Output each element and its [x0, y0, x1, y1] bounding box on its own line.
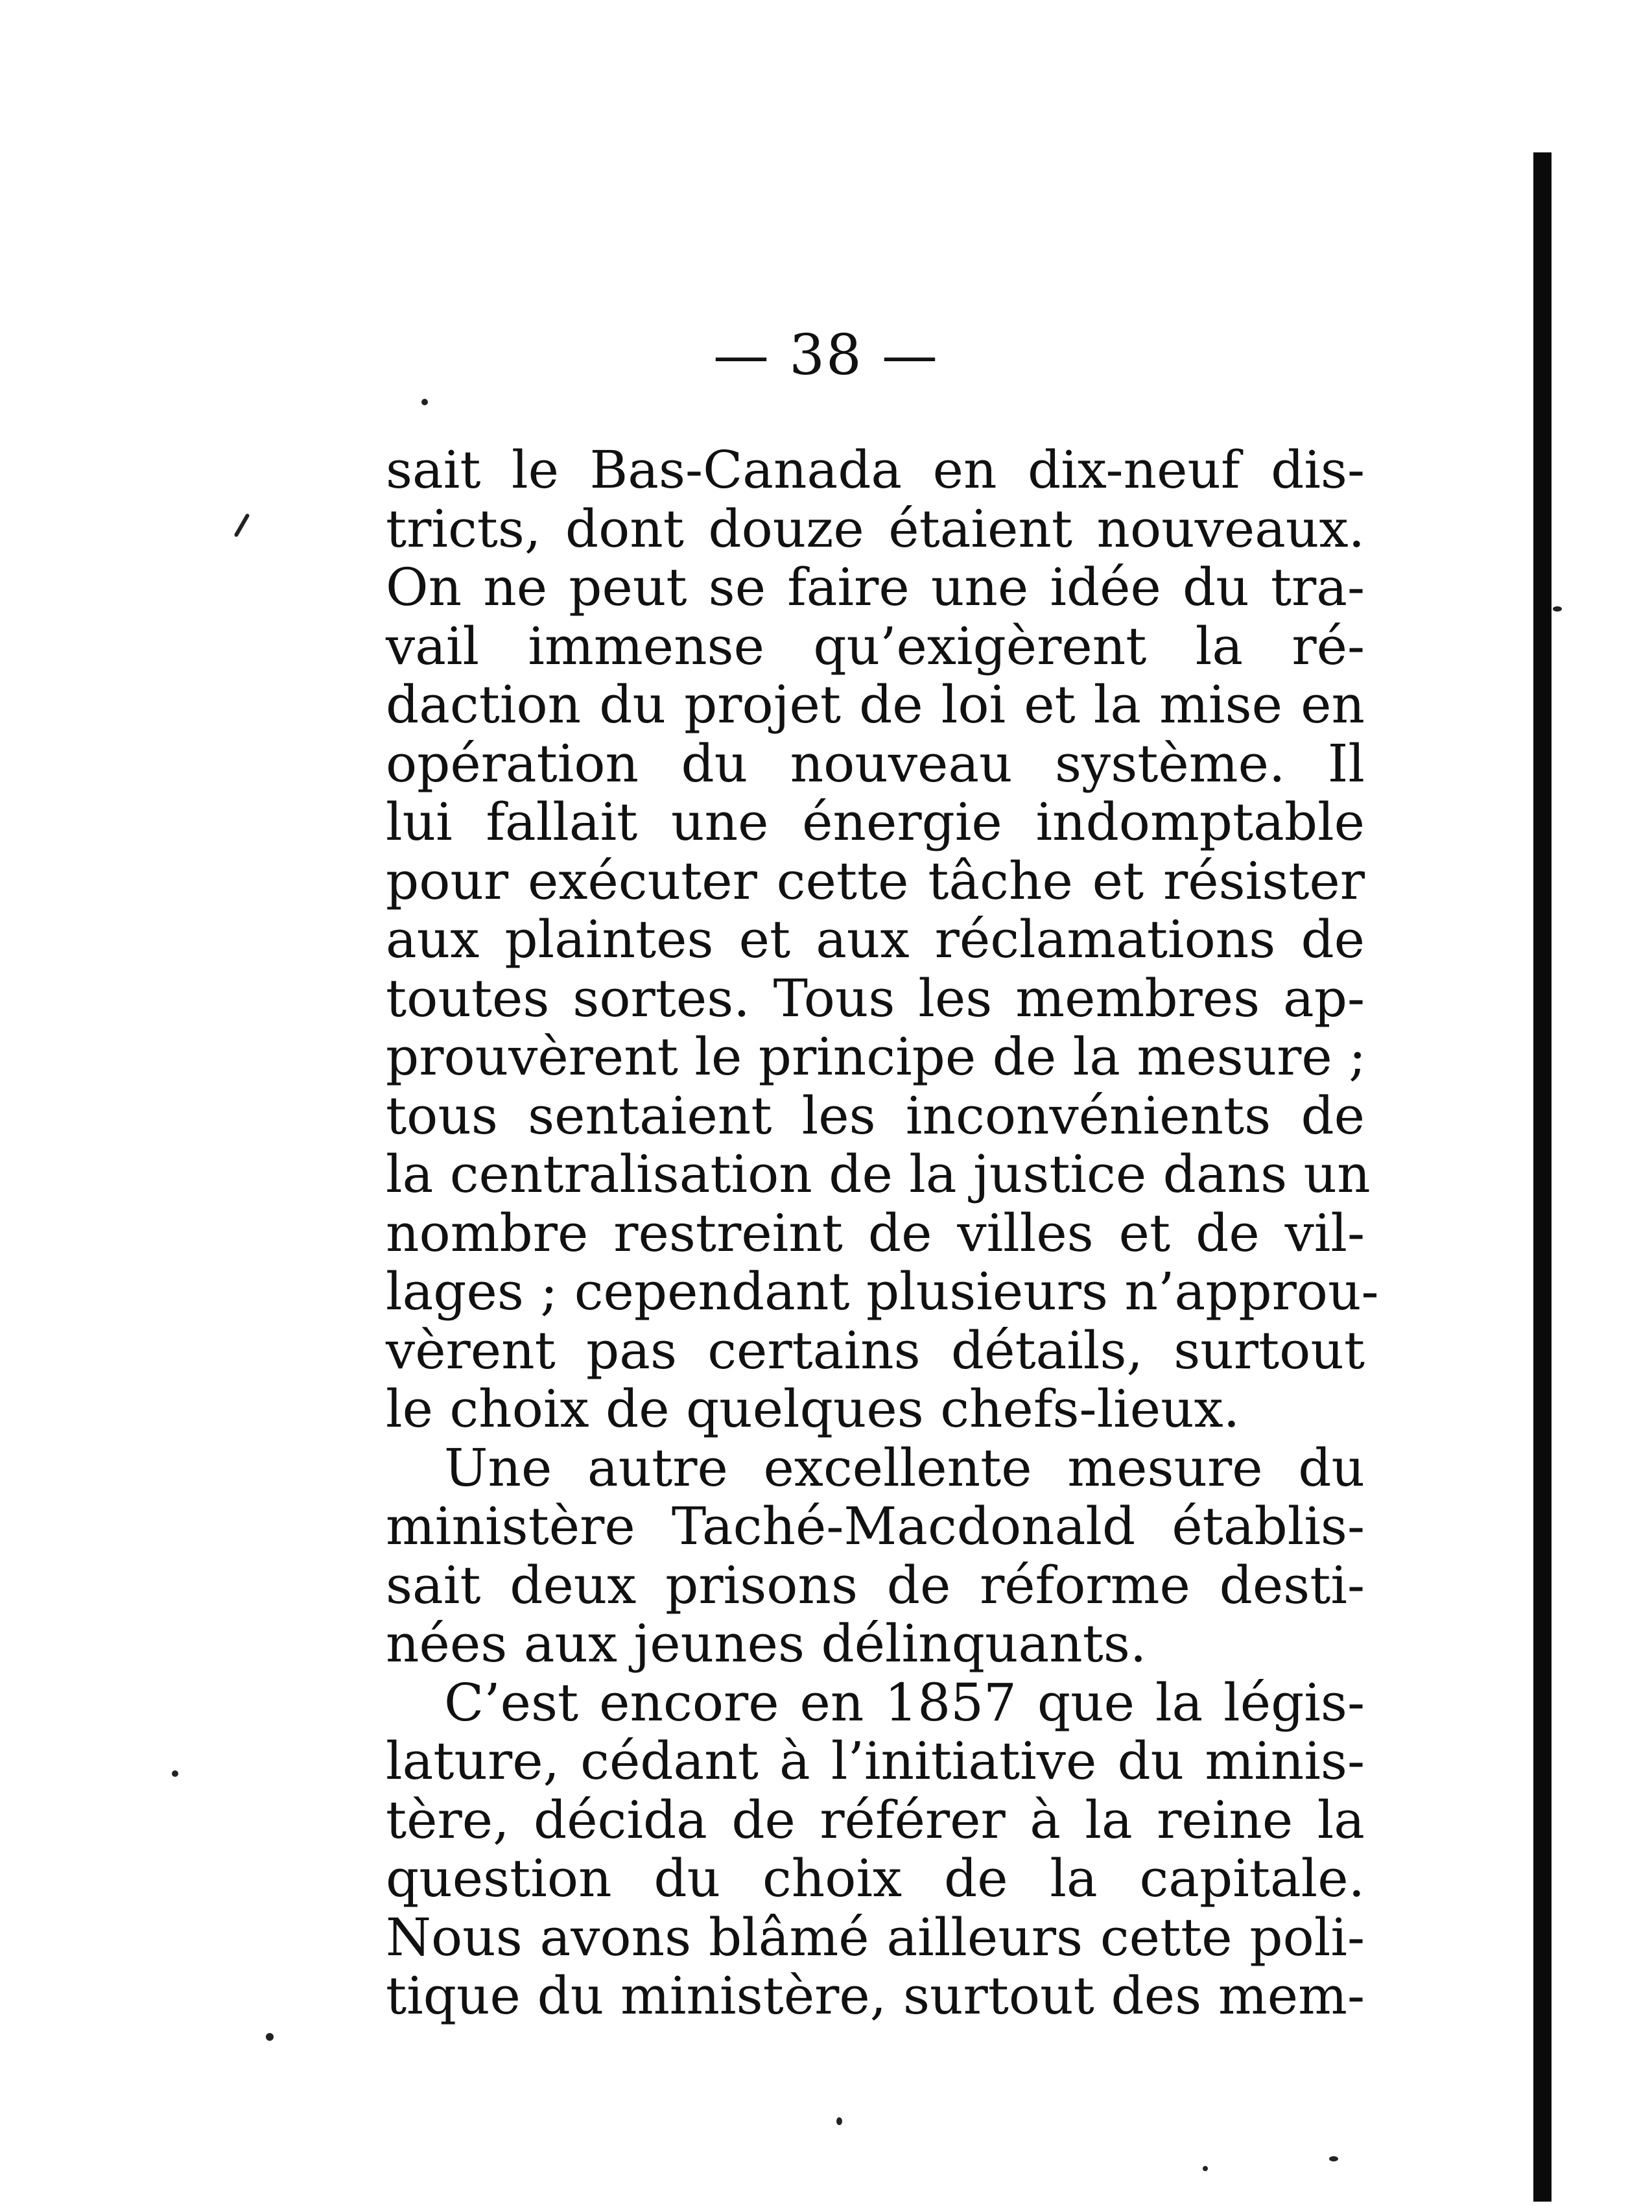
text-line: lui fallait une énergie indomptable [386, 792, 1365, 852]
text-line: tricts, dont douze étaient nouveaux. [386, 498, 1365, 559]
text-line: pour exécuter cette tâche et résister [386, 850, 1365, 911]
text-line: Une autre excellente mesure du [444, 1437, 1365, 1498]
text-line: la centralisation de la justice dans un [386, 1144, 1371, 1204]
text-line: On ne peut se faire une idée du tra- [386, 557, 1365, 617]
text-line: ministère Taché-Macdonald établis- [386, 1496, 1365, 1556]
text-line: aux plaintes et aux réclamations de [386, 909, 1365, 969]
text-line: C’est encore en 1857 que la légis- [444, 1672, 1365, 1733]
text-line: lature, cédant à l’initiative du minis- [386, 1731, 1365, 1791]
scan-speck [266, 2033, 274, 2041]
text-line: opération du nouveau système. Il [386, 733, 1365, 794]
text-line: tous sentaient les inconvénients de [386, 1085, 1365, 1146]
text-line: toutes sortes. Tous les membres ap- [386, 968, 1365, 1029]
body-text [386, 440, 1379, 2026]
page-number: — 38 — [713, 323, 939, 388]
scan-speck [421, 399, 428, 405]
text-line: Nous avons blâmé ailleurs cette poli- [386, 1907, 1365, 1968]
scan-speck [1329, 2156, 1338, 2161]
scan-speck [1553, 606, 1562, 612]
text-line: nombre restreint de villes et de vil- [386, 1202, 1365, 1263]
text-line: tique du ministère, surtout des mem- [386, 1966, 1365, 2026]
scan-speck [1203, 2166, 1208, 2171]
scan-speck [233, 513, 250, 538]
text-line: vèrent pas certains détails, surtout [386, 1320, 1365, 1381]
scan-speck [836, 2117, 842, 2125]
scan-speck [172, 1770, 178, 1777]
text-line: sait deux prisons de réforme desti- [386, 1554, 1365, 1615]
text-line: sait le Bas-Canada en dix-neuf dis- [386, 440, 1365, 500]
text-line: prouvèrent le principe de la mesure ; [386, 1027, 1367, 1087]
text-line: lages ; cependant plusieurs n’approu- [386, 1261, 1379, 1322]
text-line: question du choix de la capitale. [386, 1848, 1365, 1909]
text-line: daction du projet de loi et la mise en [386, 674, 1365, 735]
text-line: vail immense qu’exigèrent la ré- [386, 615, 1365, 676]
text-line: tère, décida de référer à la reine la [386, 1789, 1365, 1850]
text-line: le choix de quelques chefs-lieux. [386, 1379, 1240, 1439]
text-line: nées aux jeunes délinquants. [386, 1613, 1147, 1674]
page-edge-shadow [1533, 152, 1552, 2202]
